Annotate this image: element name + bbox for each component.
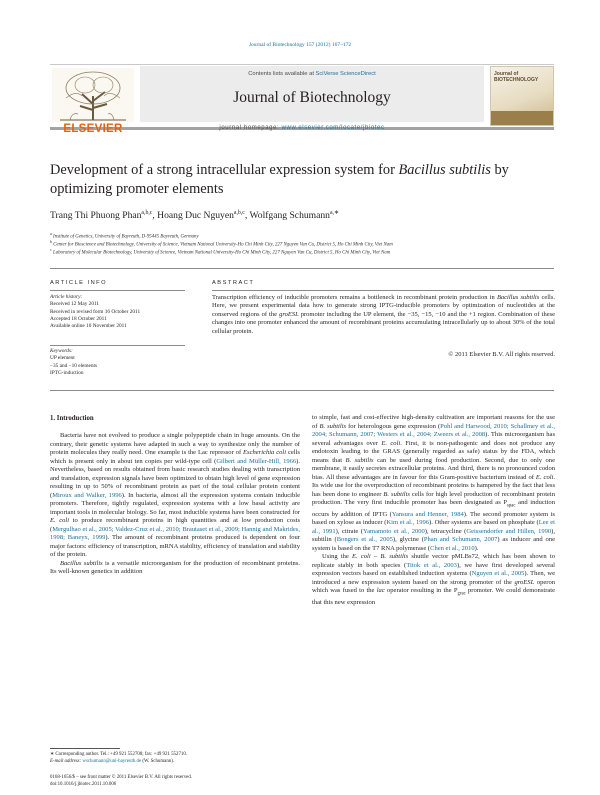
text-run: for heterologous gene expression (: [346, 422, 441, 430]
article-info-label: ARTICLE INFO: [50, 280, 108, 286]
text-run: cells which is present only in about ten copies per wild-type cell (: [50, 449, 300, 465]
abstract-text-2: cells. Here, we present experimental data how to generate strong IPTG-inducible promoters by optimization of nucleotides at the conserved regions of the: [212, 294, 555, 318]
body-column-right: [312, 414, 555, 608]
affil-text: Institute of Genetics, University of Bayreuth, D-95445 Bayreuth, Germany: [53, 234, 199, 240]
history-accepted: Accepted 18 October 2011: [50, 315, 107, 322]
homepage-prefix: journal homepage:: [219, 125, 282, 131]
text-run: ) as inducer and one system is based on the T7 RNA polymerase (: [312, 536, 555, 552]
author-name: Hoang Duc Nguyen: [157, 210, 234, 222]
text-run: operon which was fused to the: [312, 578, 555, 595]
text-run: ), glycine (: [392, 536, 424, 544]
affil-marker: c: [50, 247, 52, 252]
text-run: ), tetracycline (: [424, 527, 467, 535]
text-run: . Its wide use for the overproduction of recombinant proteins is hampered by the fact that less has been done to engineer: [312, 473, 555, 498]
citation-link[interactable]: Gilbert and Müller-Hill, 1966: [216, 457, 297, 465]
italic-text: E. coli: [535, 473, 554, 481]
issn-block: [50, 775, 300, 788]
title-part-1: Development of a strong intracellular expression system for: [50, 162, 399, 178]
author-affiliation-marker: a,∗: [329, 210, 339, 216]
elsevier-tree-logo: [52, 68, 134, 128]
text-run: Bacteria have not evolved to produce a single polypeptide chain in huge amounts. On the contrary, their genetic systems have adapted in such a way to synthesize only the number of protein molecules they really need. One example is the Lac repressor of: [50, 432, 300, 456]
journal-title: Journal of Biotechnology: [233, 89, 391, 106]
citation-link[interactable]: Kim et al., 1996: [386, 519, 430, 527]
footnote-rule: [50, 748, 120, 749]
italic-text: Bacillus subtilis: [60, 559, 103, 567]
author-separator: ,: [152, 210, 158, 222]
abstract-text-3: promoter including the UP element, the −35, −15, −10 and the +1 region. Combination of these changes into one promoter enhanced the amount of recombinant proteins accumulating intracellularly up to about 30% of the total cellular protein.: [212, 310, 555, 335]
history-online: Available online 10 November 2011: [50, 323, 127, 330]
subscript-text: grac: [457, 591, 466, 597]
text-run: ). The amount of recombinant proteins produced is dependent on four major factors: efficiency of transcription, mRNA stability, efficiency of translation and stability of the protein.: [50, 534, 300, 558]
subscript-text: spac: [507, 503, 516, 509]
abstract-body: [212, 294, 555, 336]
issn-line: 0168-1656/$ – see front matter © 2011 Elsevier B.V. All rights reserved.: [50, 775, 192, 780]
text-run: ). The second promoter system is based on xylose as inducer (: [312, 510, 555, 527]
abstract-italic-1: Bacillus subtilis: [496, 294, 540, 301]
affil-text: Center for Bioscience and Biotechnology, University of Science, Vietnam National University-Ho Chi Minh City, 227 Nguyen Van Cu, District 5, Ho Chi Minh City, Viet Nam: [53, 242, 393, 248]
cover-title: Journal of BIOTECHNOLOGY: [494, 71, 539, 83]
author-name: Trang Thi Phuong Phan: [50, 210, 142, 222]
author-affiliation-marker: a,b,c: [233, 210, 245, 216]
italic-text: E. coli: [381, 439, 401, 447]
keyword: IPTG-induction: [50, 369, 84, 376]
body-column-left: [50, 432, 300, 577]
divider-info: [50, 290, 185, 291]
affil-marker: a: [50, 231, 52, 236]
italic-text: B. subtilis: [383, 490, 410, 498]
history-label: Article history:: [50, 294, 83, 300]
journal-homepage-line: [50, 125, 554, 131]
citation-link[interactable]: Nguyen et al., 2005: [471, 570, 525, 578]
text-run: promoter. We could demonstrate that this new expression: [312, 587, 556, 607]
sciencedirect-link[interactable]: SciVerse ScienceDirect: [315, 71, 376, 77]
italic-text: groESL: [514, 578, 535, 586]
intro-paragraph-2: [50, 560, 300, 577]
keyword: −35 and −10 elements: [50, 362, 98, 369]
author-name: Wolfgang Schumann: [249, 210, 330, 222]
text-run: ), subtilin (: [312, 527, 555, 544]
text-run: to simple, fast and cost-effective high-density cultivation are important reasons for the use of: [312, 414, 555, 430]
intro-paragraph-1: [50, 432, 300, 560]
divider-bottom: [50, 390, 554, 391]
publisher-logo-text: ELSEVIER: [63, 123, 123, 135]
keywords-label: Keywords:: [50, 348, 73, 354]
text-run: ).: [474, 544, 479, 552]
text-run: to produce recombinant proteins in high quantities and at low production costs (: [50, 517, 300, 533]
homepage-link[interactable]: www.elsevier.com/locate/jbiotec: [281, 125, 385, 131]
journal-citation: Journal of Biotechnology 157 (2012) 167–172: [248, 42, 352, 48]
title-italic: Bacillus subtilis: [398, 162, 491, 178]
text-run: and induction occurs by addition of IPTG (: [312, 499, 555, 518]
text-run: is a versatile microorganism for the production of recombinant proteins. Its well-known genetics in addition: [50, 559, 300, 575]
text-run: ). In bacteria, almost all the expression systems contain inducible promoters. Therefore, tightly regulated, expression systems with a low basal activity are important tools in molecular biology. So far, most inducible systems have been constructed for: [50, 491, 300, 516]
intro-paragraph-3: [312, 414, 555, 553]
keywords: [50, 348, 185, 377]
text-run: ), citrate (: [335, 527, 363, 535]
divider-keywords: [50, 345, 185, 346]
affiliation-c: [50, 247, 570, 256]
citation-link[interactable]: Yamamoto et al., 2000: [363, 527, 425, 535]
email-label: E-mail address:: [50, 759, 83, 764]
text-run: can be used during food production. Second, due to only one membrane, it easily secretes extracellular proteins. And third, there is no pronounced codon bias. All these advantages are in favour for this Gram-positive bacterium instead of: [312, 456, 555, 481]
italic-text: B. subtilis: [345, 456, 374, 464]
italic-text: Escherichia coli: [243, 449, 287, 456]
abstract-text-1: Transcription efficiency of inducible promoters remains a bottleneck in recombinant protein production in: [212, 294, 497, 301]
keyword: UP element: [50, 355, 75, 362]
text-run: cells for high level production of recombinant protein production. The very first inducible promoter has been designated as P: [312, 490, 556, 506]
contents-prefix: Contents lists available at: [248, 71, 316, 77]
text-run: Using the: [322, 553, 353, 561]
author-separator: ,: [244, 210, 250, 222]
author-list: [50, 210, 560, 221]
abstract-italic-2: groESL: [279, 310, 299, 318]
affil-marker: b: [50, 239, 52, 244]
citation-link[interactable]: Geissendorfer and Hillen, 1990: [466, 527, 552, 535]
text-run: ). Then, we introduced a new expression system based on the strong promoter of the: [312, 570, 555, 586]
text-run: shuttle vector pMLBs72, which has been shown to replicate stably in both species (: [312, 553, 555, 569]
article-title: [50, 161, 560, 199]
citation-link[interactable]: Lee et al., 1991: [312, 519, 555, 535]
cover-band: [491, 111, 553, 125]
citation-link[interactable]: Yansura and Henner, 1984: [391, 510, 464, 518]
citation-link[interactable]: Titok et al., 2003: [406, 561, 457, 569]
citation-link[interactable]: Mergulhao et al., 2005; Valdez-Cruz et al., 2010; Brautaset et al., 2009; Hannig and Makrides, 1998; Baneyx, 1999: [50, 525, 300, 541]
italic-text: lac: [376, 587, 385, 595]
section-heading-introduction: 1. Introduction: [50, 415, 94, 422]
intro-paragraph-4: [312, 553, 555, 607]
doi-line: doi:10.1016/j.jbiotec.2011.10.006: [50, 781, 117, 787]
italic-text: E. coli: [50, 517, 70, 524]
text-run: ). Other systems are based on phosphate (: [429, 519, 539, 527]
citation-link[interactable]: Chen et al., 2010: [430, 544, 475, 552]
text-run: ), we have first developed several expression vectors based on established induction systems (: [312, 561, 555, 578]
italic-text: E. coli – B. subtilis: [352, 553, 409, 561]
abstract-label: ABSTRACT: [212, 280, 255, 286]
citation-link[interactable]: Bongers et al., 2005: [336, 536, 393, 544]
email-suffix: (W. Schumann).: [141, 759, 175, 764]
article-history: [50, 294, 185, 330]
journal-cover-thumbnail: [490, 66, 554, 126]
history-received: Received 12 May 2011: [50, 301, 100, 308]
citation-link[interactable]: Pohl and Harwood, 2010; Schallmey et al., 2004; Schumann, 2007; Westers et al., 2004; Zweers et al., 2008: [312, 422, 555, 438]
text-run: operator resulting in the P: [384, 587, 458, 595]
divider-abstract: [212, 290, 554, 291]
corresponding-author-footnote: ∗ Corresponding author. Tel.: +49 921 552708; fax: +49 921 552710.: [50, 752, 188, 757]
divider-top: [50, 268, 554, 269]
text-run: . First, it is non-pathogenic and does not produce any endotoxin leading to the GRAS (generally regarded as safe) status by the FDA, which means that: [312, 439, 555, 464]
abstract-copyright: © 2011 Elsevier B.V. All rights reserved.: [448, 351, 555, 358]
history-revised: Received in revised form 16 October 2011: [50, 308, 141, 315]
citation-link[interactable]: Phan and Schumann, 2007: [423, 536, 498, 544]
author-affiliation-marker: a,b,c: [141, 210, 153, 216]
contents-available-line: [140, 71, 484, 77]
citation-link[interactable]: Miroux and Walker, 1996: [52, 491, 122, 499]
email-link[interactable]: wschumann@uni-bayreuth.de: [82, 759, 142, 764]
text-run: ). This microorganism has several advantages over: [312, 431, 555, 447]
italic-text: B. subtilis: [319, 422, 347, 430]
title-part-2: by optimizing promoter elements: [50, 162, 509, 197]
email-footnote: [50, 758, 300, 765]
text-run: ). Nevertheless, based on results obtained from basic research studies dealing with transcription and translation, expression signals have been optimized to obtain high level of gene expression resulting in up to 50% of recombinant protein as part of the total cellular protein content (: [50, 457, 300, 499]
affil-text: Laboratory of Molecular Biotechnology, University of Science, Vietnam National University-Ho Chi Minh City, 227 Nguyen Van Cu, District 5, Ho Chi Minh City, Viet Nam: [53, 250, 391, 256]
